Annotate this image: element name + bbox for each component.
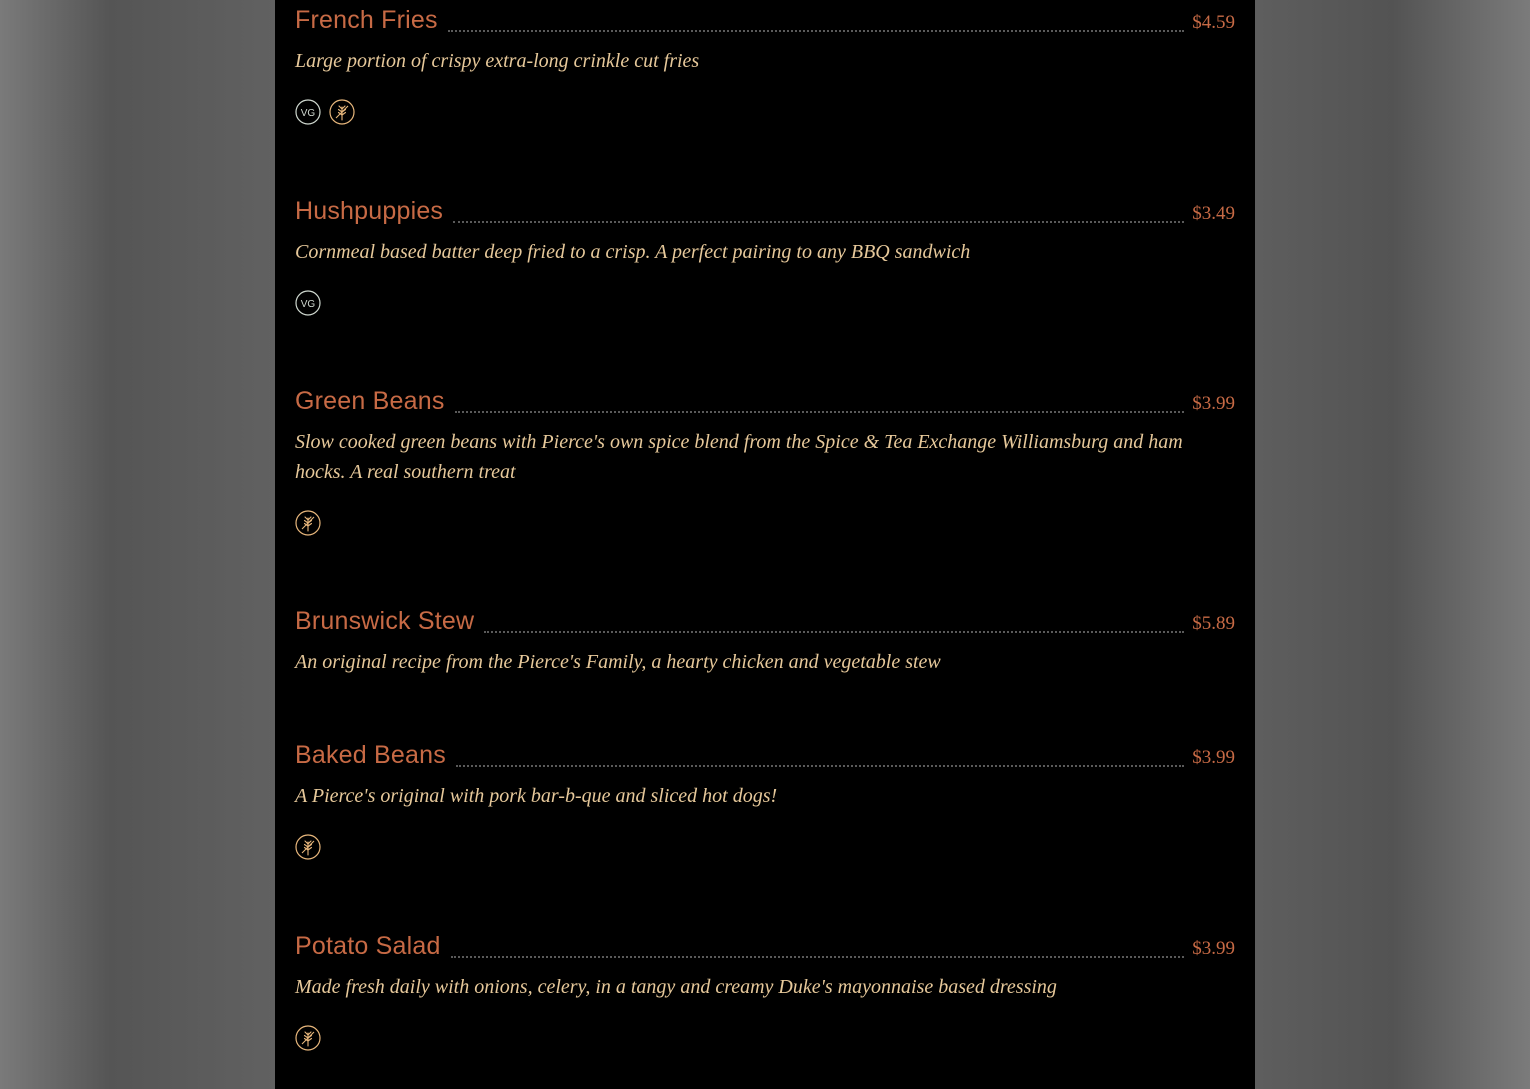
item-name: Potato Salad (295, 932, 441, 960)
vg-icon (295, 99, 321, 125)
dietary-badges (295, 1025, 1235, 1051)
menu-item-potato-salad[interactable] (295, 928, 1235, 1051)
item-header (295, 2, 1235, 38)
dot-leader (453, 221, 1184, 223)
item-price: $3.99 (1192, 393, 1235, 414)
menu-panel (275, 0, 1255, 1089)
item-price: $5.89 (1192, 613, 1235, 634)
menu-item-green-beans[interactable] (295, 383, 1235, 536)
item-header (295, 193, 1235, 229)
dietary-badges (295, 99, 1235, 125)
item-header (295, 928, 1235, 964)
dot-leader (455, 411, 1185, 413)
item-description: Made fresh daily with onions, celery, in a tangy and creamy Duke's mayonnaise based dressing (295, 976, 1057, 998)
item-description: A Pierce's original with pork bar-b-que and sliced hot dogs! (295, 785, 778, 807)
dietary-badges (295, 510, 1235, 536)
svg-text:VG: VG (300, 299, 316, 310)
item-description: An original recipe from the Pierce's Family, a hearty chicken and vegetable stew (295, 651, 941, 673)
gluten-free-icon (329, 99, 355, 125)
dietary-badges (295, 834, 1235, 860)
svg-text:VG: VG (300, 108, 316, 119)
item-price: $4.59 (1192, 12, 1235, 33)
dot-leader (451, 956, 1185, 958)
item-price: $3.99 (1192, 747, 1235, 768)
gluten-free-icon (295, 1025, 321, 1051)
item-description: Large portion of crispy extra-long crinkle cut fries (295, 50, 700, 72)
item-header (295, 737, 1235, 773)
menu-item-brunswick-stew[interactable] (295, 603, 1235, 677)
item-name: Green Beans (295, 387, 445, 415)
item-description: Cornmeal based batter deep fried to a crisp. A perfect pairing to any BBQ sandwich (295, 241, 971, 263)
item-name: French Fries (295, 6, 438, 34)
item-name: Hushpuppies (295, 197, 444, 225)
background-right (1255, 0, 1530, 1089)
item-name: Baked Beans (295, 741, 446, 769)
menu-item-hushpuppies[interactable] (295, 193, 1235, 316)
dot-leader (448, 30, 1185, 32)
gluten-free-icon (295, 834, 321, 860)
item-header (295, 383, 1235, 419)
gluten-free-icon (295, 510, 321, 536)
dietary-badges (295, 290, 1235, 316)
dot-leader (456, 765, 1184, 767)
item-description: Slow cooked green beans with Pierce's own spice blend from the Spice & Tea Exchange Williamsburg and ham hocks. A real southern treat (295, 431, 1183, 483)
item-price: $3.49 (1192, 203, 1235, 224)
dot-leader (484, 631, 1184, 633)
item-name: Brunswick Stew (295, 607, 475, 635)
menu-item-baked-beans[interactable] (295, 737, 1235, 860)
item-price: $3.99 (1192, 938, 1235, 959)
vg-icon (295, 290, 321, 316)
background-left (0, 0, 275, 1089)
item-header (295, 603, 1235, 639)
menu-item-french-fries[interactable] (295, 2, 1235, 125)
